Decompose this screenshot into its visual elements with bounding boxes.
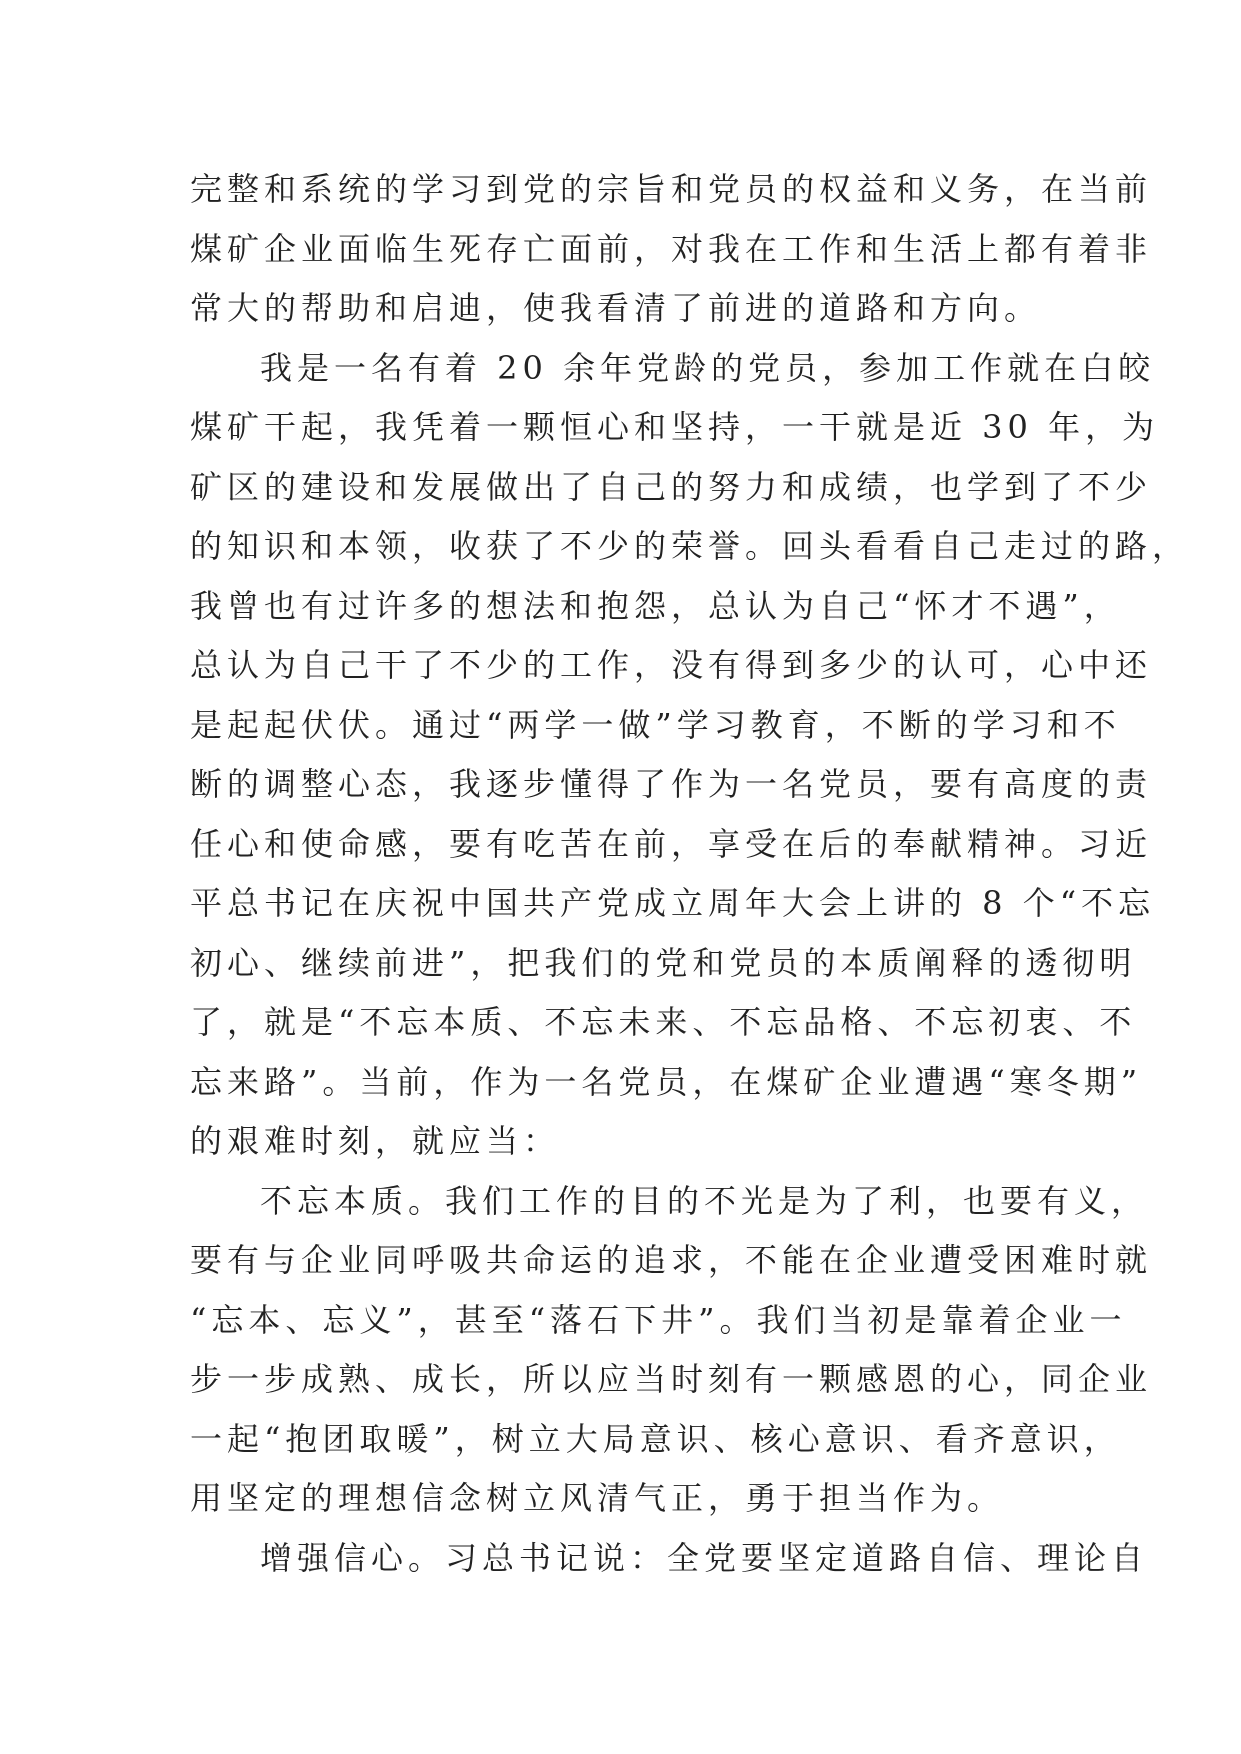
text-line: 煤矿企业面临生死存亡面前，对我在工作和生活上都有着非 — [190, 229, 1153, 268]
text-line: 要有与企业同呼吸共命运的追求，不能在企业遭受困难时就 — [190, 1241, 1153, 1279]
text-line: 用坚定的理想信念树立风清气正，勇于担当作为。 — [190, 1479, 1005, 1517]
text-line: 初心、继续前进”，把我们的党和党员的本质阐释的透彻明 — [190, 943, 1137, 982]
paragraph-start-line: 不忘本质。我们工作的目的不光是为了利，也要有义， — [260, 1181, 1149, 1220]
text-line: 完整和系统的学习到党的宗旨和党员的权益和义务，在当前 — [190, 170, 1153, 208]
text-line: 总认为自己干了不少的工作，没有得到多少的认可，心中还 — [190, 646, 1153, 684]
text-line: “忘本、忘义”，甚至“落石下井”。我们当初是靠着企业一 — [190, 1300, 1127, 1339]
text-line: 平总书记在庆祝中国共产党成立周年大会上讲的 8 个“不忘 — [190, 884, 1156, 922]
text-line: 我曾也有过许多的想法和抱怨，总认为自己“怀才不遇”， — [190, 586, 1121, 625]
text-line: 是起起伏伏。通过“两学一做”学习教育，不断的学习和不 — [190, 705, 1121, 744]
paragraph-start-line: 我是一名有着 20 余年党龄的党员，参加工作就在白皎 — [260, 348, 1156, 387]
text-line: 一起“抱团取暖”，树立大局意识、核心意识、看齐意识， — [190, 1419, 1121, 1458]
text-line: 矿区的建设和发展做出了自己的努力和成绩，也学到了不少 — [190, 467, 1153, 506]
text-line: 煤矿干起，我凭着一颗恒心和坚持，一干就是近 30 年，为 — [190, 408, 1160, 446]
text-line: 的艰难时刻，就应当： — [190, 1122, 561, 1160]
text-line: 常大的帮助和启迪，使我看清了前进的道路和方向。 — [190, 289, 1042, 327]
text-line: 的知识和本领，收获了不少的荣誉。回头看看自己走过的路， — [190, 527, 1190, 565]
text-line: 了，就是“不忘本质、不忘未来、不忘品格、不忘初衷、不 — [190, 1003, 1137, 1041]
text-line: 断的调整心态，我逐步懂得了作为一名党员，要有高度的责 — [190, 765, 1153, 803]
paragraph-start-line: 增强信心。习总书记说：全党要坚定道路自信、理论自 — [260, 1538, 1149, 1577]
body-text — [190, 160, 1190, 1588]
text-line: 步一步成熟、成长，所以应当时刻有一颗感恩的心，同企业 — [190, 1360, 1153, 1398]
text-line: 任心和使命感，要有吃苦在前，享受在后的奉献精神。习近 — [190, 824, 1153, 863]
text-line: 忘来路”。当前，作为一名党员，在煤矿企业遭遇“寒冬期” — [190, 1062, 1143, 1101]
